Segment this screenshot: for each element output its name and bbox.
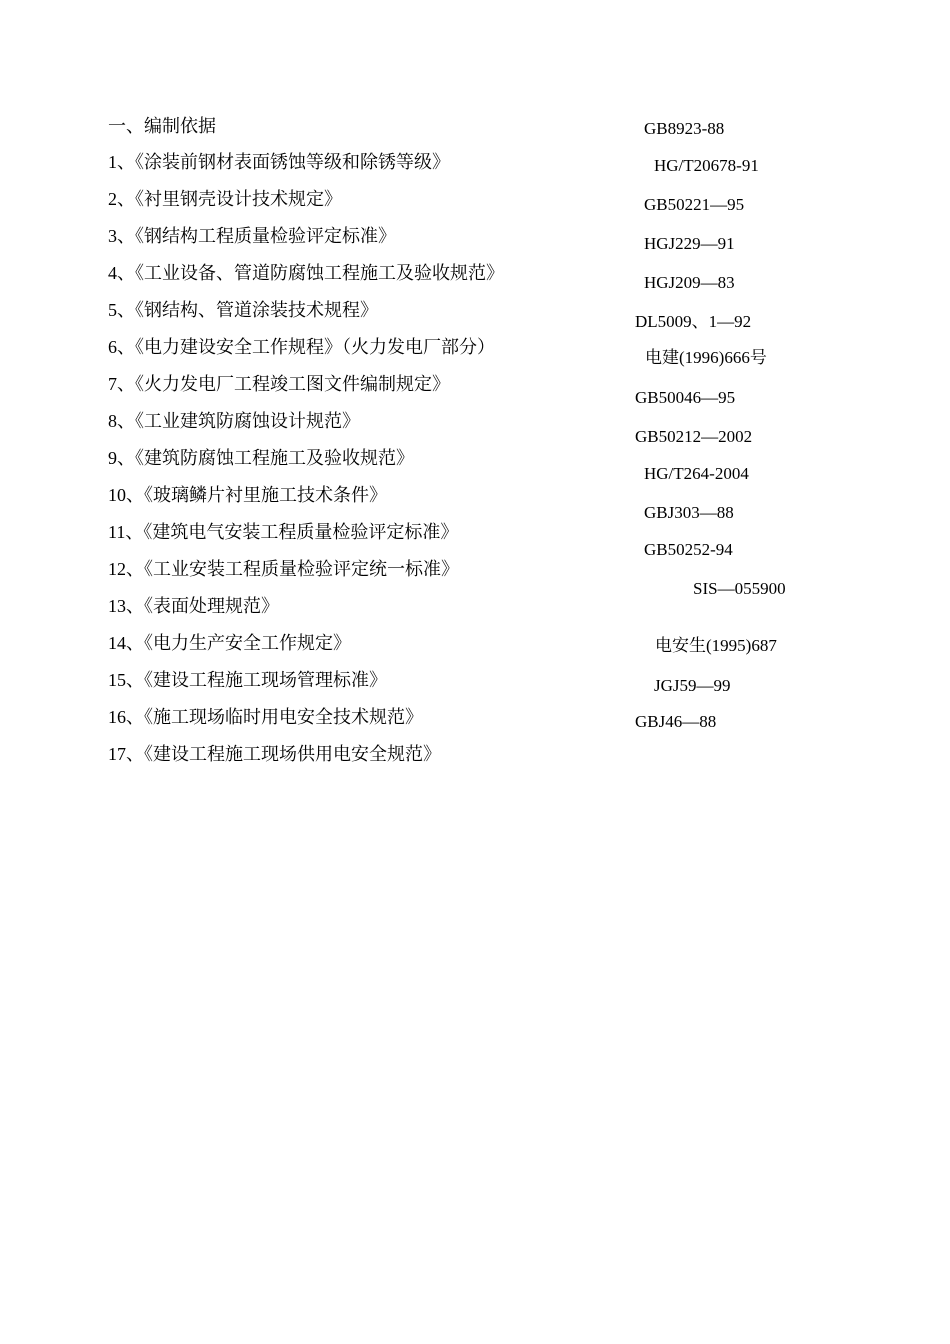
list-item: 6、《电力建设安全工作规程》（火力发电厂部分） (108, 337, 495, 357)
section-heading: 一、编制依据 (108, 116, 216, 136)
list-item: 13、《表面处理规范》 (108, 596, 279, 616)
standard-code: 电安生(1995)687 (655, 636, 777, 655)
list-item: 1、《涂装前钢材表面锈蚀等级和除锈等级》 (108, 152, 450, 172)
standard-code: GB50252-94 (644, 540, 733, 559)
standard-code: JGJ59—99 (654, 676, 731, 695)
standard-code: HGJ209—83 (644, 273, 735, 292)
standard-code: GBJ303—88 (644, 503, 734, 522)
list-item: 3、《钢结构工程质量检验评定标准》 (108, 226, 396, 246)
list-item: 7、《火力发电厂工程竣工图文件编制规定》 (108, 374, 450, 394)
list-item: 5、《钢结构、管道涂装技术规程》 (108, 300, 378, 320)
standard-code: DL5009、1—92 (635, 312, 752, 331)
standard-code: HG/T264-2004 (644, 464, 749, 483)
standard-code: GB50046—95 (635, 388, 736, 407)
list-item: 15、《建设工程施工现场管理标准》 (108, 670, 387, 690)
standard-code: GB8923-88 (644, 119, 725, 138)
list-item: 12、《工业安装工程质量检验评定统一标准》 (108, 559, 459, 579)
list-item: 14、《电力生产安全工作规定》 (108, 633, 351, 653)
list-item: 2、《衬里钢壳设计技术规定》 (108, 189, 342, 209)
standard-code: GBJ46—88 (635, 712, 717, 728)
standard-code: GB50221—95 (644, 195, 745, 214)
list-item: 8、《工业建筑防腐蚀设计规范》 (108, 411, 360, 431)
standard-code: GB50212—2002 (635, 427, 753, 446)
list-item: 16、《施工现场临时用电安全技术规范》 (108, 707, 423, 727)
list-item: 9、《建筑防腐蚀工程施工及验收规范》 (108, 448, 414, 468)
list-item: 17、《建设工程施工现场供用电安全规范》 (108, 744, 441, 764)
standard-code: HG/T20678-91 (654, 156, 759, 175)
list-item: 10、《玻璃鳞片衬里施工技术条件》 (108, 485, 387, 505)
standard-code: SIS—055900 (693, 579, 786, 598)
standard-code: 电建(1996)666号 (645, 348, 767, 367)
list-item: 4、《工业设备、管道防腐蚀工程施工及验收规范》 (108, 263, 504, 283)
standard-code: HGJ229—91 (644, 234, 735, 253)
list-item: 11、《建筑电气安装工程质量检验评定标准》 (108, 522, 459, 542)
